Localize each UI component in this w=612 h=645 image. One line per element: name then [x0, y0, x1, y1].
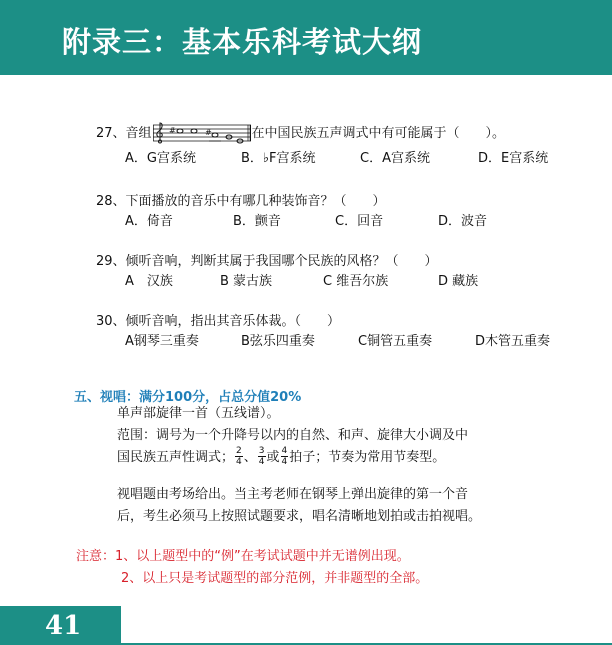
- option-d: D．波音: [438, 214, 488, 229]
- question-27-suffix: 在中国民族五声调式中有可能属于（ ）。: [251, 126, 506, 141]
- option-b: B 蒙古族: [220, 274, 273, 289]
- option-a: A．倚音: [125, 214, 173, 229]
- page-number-tab: [0, 606, 121, 645]
- option-d: D．E宫系统: [478, 151, 549, 166]
- option-d: D木管五重奏: [475, 334, 551, 349]
- fraction-numerator: 3: [258, 446, 265, 456]
- page-title: 附录三：基本乐科考试大纲: [62, 25, 423, 59]
- svg-text:#: #: [204, 127, 212, 137]
- treble-clef-icon: [156, 123, 161, 143]
- option-c: C铜管五重奏: [358, 334, 433, 349]
- option-b: B．♭F宫系统: [241, 151, 316, 166]
- question-27: [96, 122, 505, 145]
- option-b: B弦乐四重奏: [241, 334, 315, 349]
- time-signature-3-4: [258, 446, 266, 467]
- time-signature-2-4: [235, 446, 243, 467]
- music-staff-figure: [153, 122, 251, 144]
- svg-text:#: #: [168, 125, 176, 135]
- option-b: B．颤音: [233, 214, 281, 229]
- page-number: 41: [45, 611, 82, 641]
- note-label: 注意：: [76, 549, 116, 564]
- option-a: A 汉族: [125, 274, 173, 289]
- section-5-line-5: 后，考生必须马上按照试题要求，唱名清晰地划拍或击拍视唱。: [117, 509, 482, 524]
- section-5-line-3: [117, 447, 445, 469]
- time-signature-4-4: [281, 446, 289, 467]
- section-5-line-2: 范围：调号为一个升降号以内的自然、和声、旋律大小调及中: [117, 428, 469, 443]
- section-5-line-1: 单声部旋律一首（五线谱）。: [117, 406, 280, 421]
- fraction-denominator: 4: [281, 457, 288, 467]
- separator: 或: [266, 450, 280, 465]
- question-28: 28、下面播放的音乐中有哪几种装饰音？（ ）: [96, 194, 386, 209]
- option-c: C 维吾尔族: [323, 274, 389, 289]
- option-d: D 藏族: [438, 274, 479, 289]
- separator: 、: [243, 450, 257, 465]
- header-band: [0, 0, 612, 75]
- fraction-denominator: 4: [236, 457, 242, 467]
- option-a: A．G宫系统: [125, 151, 196, 166]
- option-a: A钢琴三重奏: [125, 334, 199, 349]
- fraction-numerator: 4: [281, 446, 288, 456]
- question-29: 29、倾听音响，判断其属于我国哪个民族的风格？（ ）: [96, 254, 438, 269]
- fraction-denominator: 4: [258, 457, 265, 467]
- note-1-text: 1、以上题型中的“例”在考试试题中并无谱例出现。: [115, 549, 410, 564]
- note-2: 2、以上只是考试题型的部分范例，并非题型的全部。: [121, 571, 429, 586]
- fraction-numerator: 2: [236, 446, 242, 456]
- option-c: C．回音: [335, 214, 384, 229]
- question-27-options: [125, 147, 565, 165]
- section-5-title: 五、视唱：满分100分，占总分值20%: [74, 390, 302, 405]
- option-c: C．A宫系统: [360, 151, 430, 166]
- question-28-options: [125, 210, 565, 228]
- section-5-line-4: 视唱题由考场给出。当主考老师在钢琴上弹出旋律的第一个音: [117, 487, 469, 502]
- question-30: 30、倾听音响，指出其音乐体裁。（ ）: [96, 314, 341, 329]
- note-1: [76, 545, 410, 564]
- section-5-line-3-end: 拍子；节奏为常用节奏型。: [289, 450, 446, 465]
- section-5-line-3-start: 国民族五声性调式；: [117, 450, 235, 465]
- question-30-options: [125, 330, 565, 348]
- question-29-options: [125, 270, 565, 288]
- question-27-prefix: 27、音组: [96, 126, 152, 141]
